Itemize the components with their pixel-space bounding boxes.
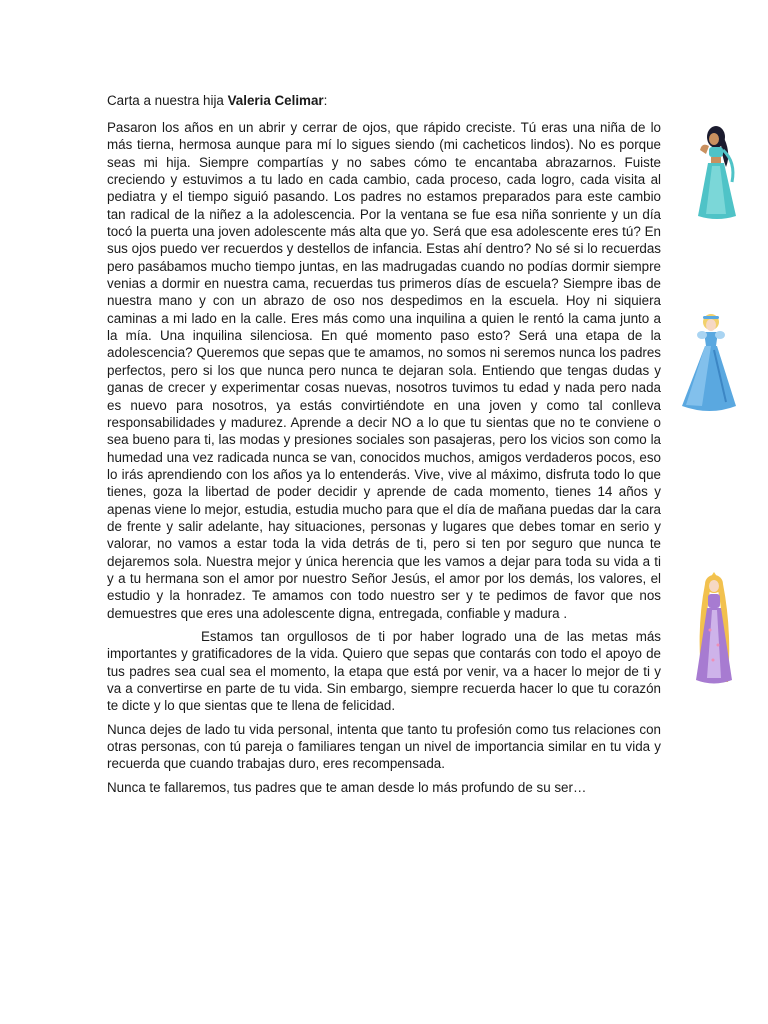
princess-cinderella-icon	[678, 310, 740, 414]
greeting-prefix: Carta a nuestra hija	[107, 93, 228, 108]
letter-paragraph-1: Pasaron los años en un abrir y cerrar de ojos, que rápido creciste. Tú eras una niña de lo más tierna, hermosa aunque para mí lo sigues siendo (mi cacheticos lindos). No es porque seas mi hija. Siempre compartías y no sabes cómo te encantaba abrazarnos. Fuiste creciendo y estuvimos a tu lado en cada cambio, cada proceso, cada logro, cada visita al pediatra y el tiempo siguió pasando. Los padres no estamos preparados para este cambio tan radical de la niñez a la adolescencia. Por la ventana se fue esa niña sonriente y un día tocó la puerta una joven adolescente más alta que yo. Será que esa adolescente eres tú? En sus ojos puedo ver recuerdos y destellos de infancia. Estas ahí dentro? No sé si lo recuerdas pero pasábamos mucho tiempo juntas, en las madrugadas cuando no podías dormir siempre venias a dormir en nuestra cama, recuerdas tus primeros días de escuela? Siempre ibas de nuestra mano y con un abrazo de oso nos despedimos en la escuela. Hoy ni siquiera caminas a mi lado en la calle. Eres más como una inquilina a quien le rentó la cama junto a la mía. Una inquilina silenciosa. En qué momento paso esto? Será una etapa de la adolescencia? Queremos que sepas que te amamos, no somos ni seremos nunca los padres perfectos, pero si los que nunca pero nunca te dejaran sola. Entiendo que tengas dudas y ganas de crecer y experimentar cosas nuevas, nosotros tuvimos tu edad y nada pero nada es nuevo para nosotros, ya estás convirtiéndote en una joven y como tal conlleva responsabilidades y madurez. Aprende a decir NO a lo que tu sientas que no te conviene o sea bueno para ti, las modas y presiones sociales son pasajeras, pero los vicios son como la humedad una vez radicada nunca se van, conocidos muchos, amigos verdaderos pocos, eso lo irás aprendiendo con los años ya lo entenderás. Vive, vive al máximo, disfruta todo lo que tienes, goza la libertad de poder decidir y aprende de cada momento, tienes 14 años y apenas viene lo mejor, estudia, estudia mucho para que el día de mañana puedas dar la cara de frente y salir adelante, hay situaciones, personas y lugares que debes tomar en serio y valorar, no vamos a estar toda la vida detrás de ti, pero si ten por seguro que nunca te dejaremos sola. Nuestra mejor y única herencia que les vamos a dejar para toda su vida a ti y a tu hermana son el amor por nuestro Señor Jesús, el amor por los demás, los valores, el estudio y la honradez. Te amamos con todo nuestro ser y te pedimos de favor que nos demuestres que eres una adolescente digna, entregada, confiable y madura .	[107, 120, 661, 621]
greeting-suffix: :	[323, 93, 328, 108]
princess-jasmine-icon	[692, 122, 742, 222]
letter-greeting	[107, 92, 667, 109]
letter-paragraph-3: Nunca dejes de lado tu vida personal, intenta que tanto tu profesión como tus relaciones con otras personas, con tú pareja o familiares tengan un nivel de importancia similar en tu vida y recuerda que cuando trabajas duro, eres recompensada.	[107, 721, 661, 772]
letter-closing: Nunca te fallaremos, tus padres que te aman desde lo más profundo de su ser…	[107, 779, 587, 795]
recipient-name: Valeria Celimar	[227, 93, 324, 108]
princess-rapunzel-icon	[688, 570, 740, 688]
letter-paragraph-2	[107, 628, 661, 715]
letter-paragraph-2-text: Estamos tan orgullosos de ti por haber logrado una de las metas más importantes y gratificadores de la vida. Quiero que sepas que contarás con todo el apoyo de tus padres sea cual sea el momento, la etapa que está por venir, va a hacer lo mejor de ti y va a convertirse en parte de tu vida. Sin embargo, siempre recuerda hacer lo que tu corazón te dicte y lo que sientas que te llena de felicidad.	[107, 628, 661, 714]
letter-body	[107, 119, 661, 802]
